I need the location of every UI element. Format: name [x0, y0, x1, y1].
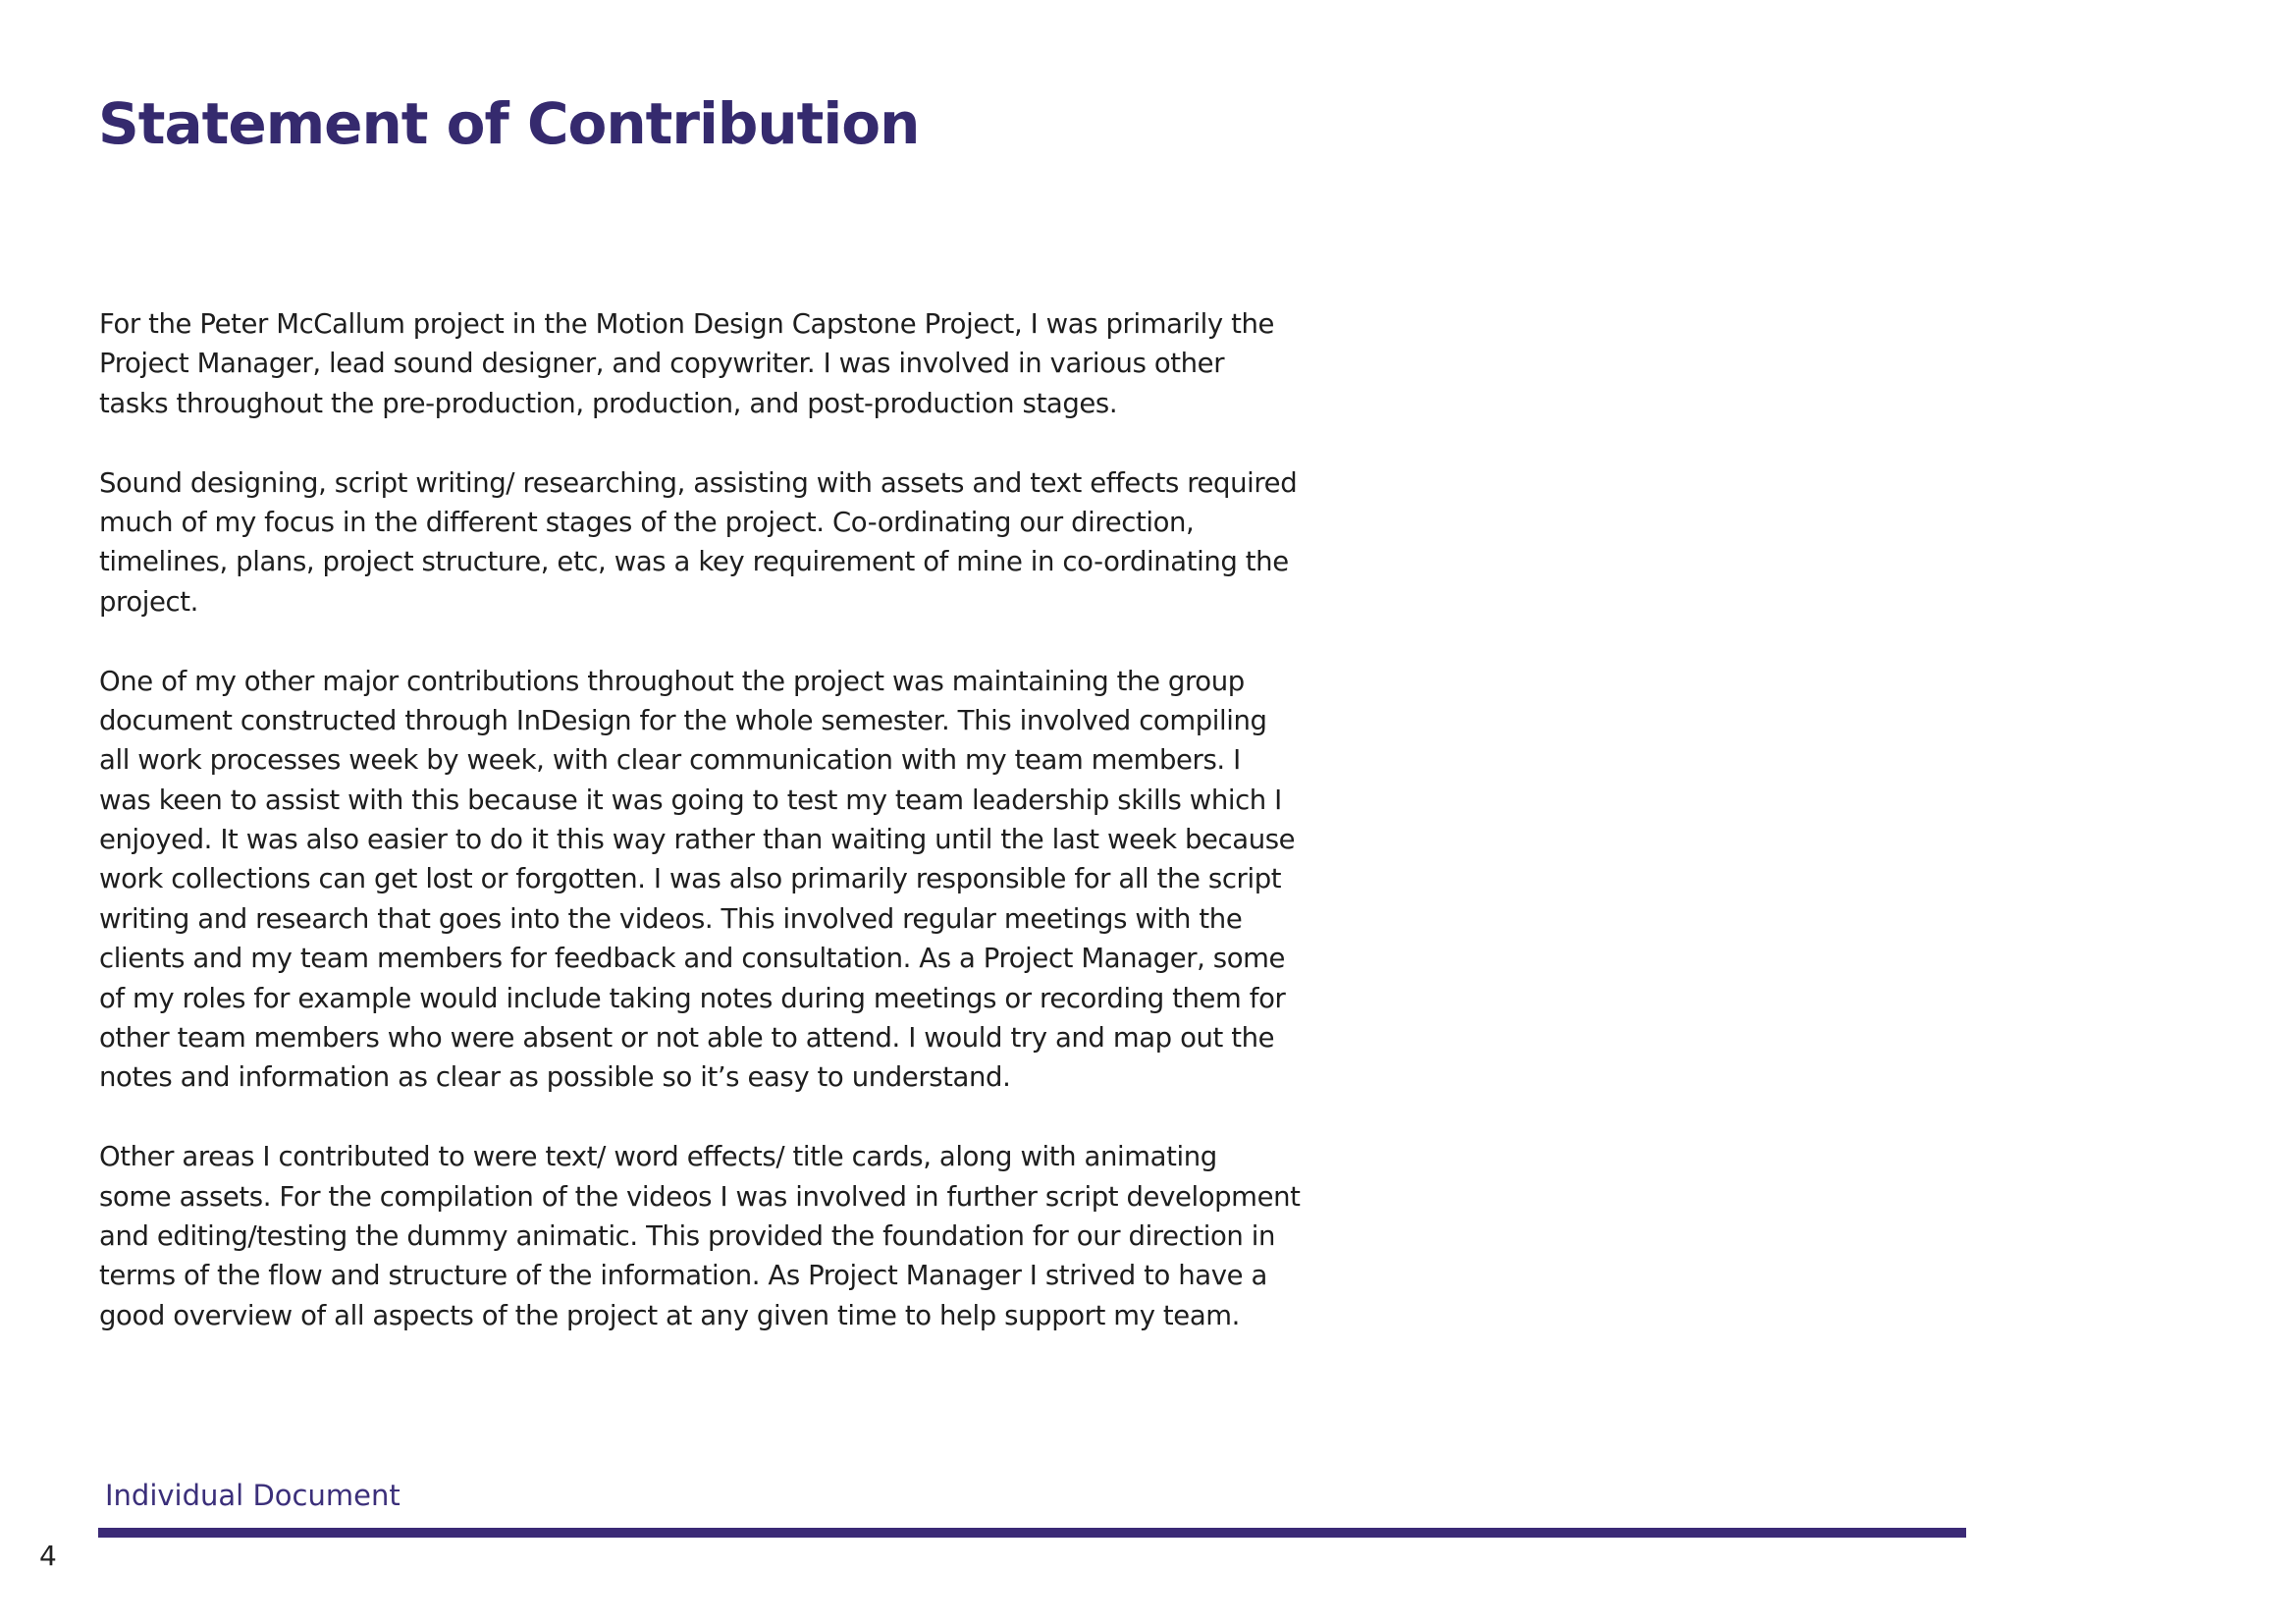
text-line: terms of the flow and structure of the information. As Project Manager I strived to have a [99, 1260, 1267, 1292]
text-line: Other areas I contributed to were text/ word effects/ title cards, along with animating [99, 1141, 1217, 1173]
paragraph [99, 1137, 1301, 1335]
text-line: and editing/testing the dummy animatic. This provided the foundation for our direction in [99, 1219, 1276, 1252]
text-line: project. [99, 585, 198, 618]
text-line: enjoyed. It was also easier to do it this way rather than waiting until the last week because [99, 824, 1296, 856]
text-line: all work processes week by week, with clear communication with my team members. I [99, 744, 1241, 777]
text-line: much of my focus in the different stages of the project. Co-ordinating our direction, [99, 506, 1195, 538]
text-line: Project Manager, lead sound designer, and copywriter. I was involved in various other [99, 348, 1225, 380]
text-line: good overview of all aspects of the project at any given time to help support my team. [99, 1299, 1240, 1331]
text-line: timelines, plans, project structure, etc, was a key requirement of mine in co-ordinating the [99, 546, 1289, 578]
text-line: work collections can get lost or forgotten. I was also primarily responsible for all the script [99, 863, 1282, 895]
text-line: was keen to assist with this because it was going to test my team leadership skills which I [99, 784, 1282, 816]
paragraph [99, 304, 1275, 423]
text-line: One of my other major contributions throughout the project was maintaining the group [99, 665, 1245, 697]
text-line: For the Peter McCallum project in the Motion Design Capstone Project, I was primarily the [99, 308, 1275, 340]
text-line: some assets. For the compilation of the videos I was involved in further script development [99, 1180, 1301, 1213]
text-line: clients and my team members for feedback and consultation. As a Project Manager, some [99, 943, 1286, 975]
text-line: document constructed through InDesign for the whole semester. This involved compiling [99, 704, 1267, 736]
text-line: tasks throughout the pre-production, production, and post-production stages. [99, 387, 1118, 419]
text-line: of my roles for example would include taking notes during meetings or recording them for [99, 982, 1286, 1014]
page-title: Statement of Contribution [98, 90, 920, 157]
footer-label: Individual Document [105, 1479, 400, 1512]
footer-divider [98, 1528, 1966, 1538]
body-text [99, 304, 1301, 1335]
paragraph [99, 662, 1296, 1098]
text-line: writing and research that goes into the videos. This involved regular meetings with the [99, 902, 1243, 935]
page-number: 4 [39, 1540, 57, 1572]
text-line: Sound designing, script writing/ researching, assisting with assets and text effects required [99, 466, 1298, 499]
text-line: other team members who were absent or not able to attend. I would try and map out the [99, 1022, 1275, 1055]
paragraph [99, 463, 1298, 623]
text-line: notes and information as clear as possible so it’s easy to understand. [99, 1061, 1011, 1094]
